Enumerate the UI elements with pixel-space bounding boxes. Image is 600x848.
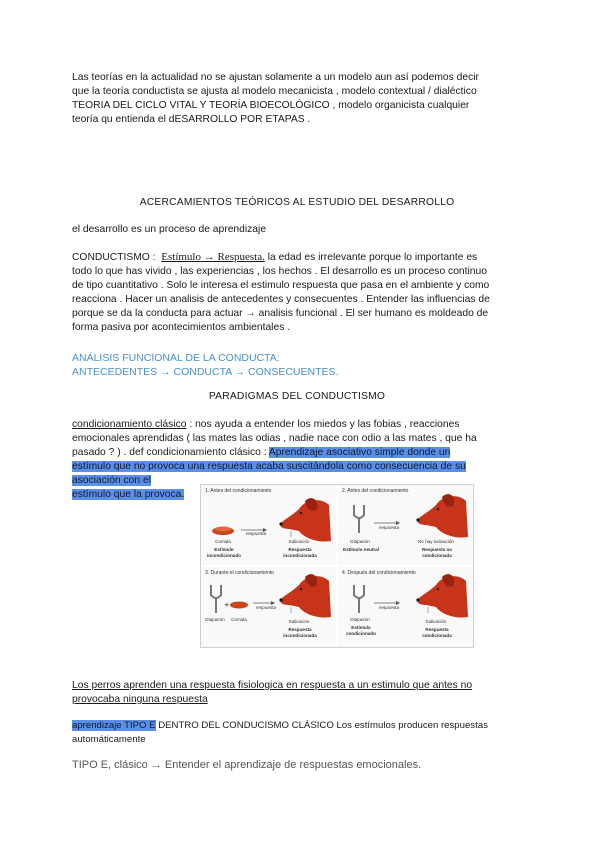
response-item-label: Salivación	[425, 619, 447, 624]
clasico-line	[72, 418, 522, 432]
analisis-title: ANÁLISIS FUNCIONAL DE LA CONDUCTA:	[72, 352, 280, 364]
stimulus-item-label: Diapasón	[350, 617, 370, 622]
stimulus-response-lead: Estímulo → Respuesta.	[161, 251, 265, 263]
highlighted-definition: Aprendizaje asociativo simple donde un	[268, 447, 451, 458]
conductismo-paragraph	[72, 250, 522, 335]
tipo-e-text: DENTRO DEL CONDUCISMO CLÁSICO Los estímulos producen respuestas	[155, 720, 488, 731]
stimulus-type: Estímulo neutral	[343, 547, 379, 552]
conductismo-line	[72, 250, 522, 265]
figure-panel	[201, 485, 336, 565]
panel-caption: 1. Antes del condicionamiento	[205, 488, 272, 494]
stimulus-item-label: Comida	[215, 539, 231, 544]
highlighted-definition: asociación con el	[72, 475, 151, 486]
subtitle: el desarrollo es un proceso de aprendizaje	[72, 224, 267, 235]
arrow-label: respuesta	[255, 605, 277, 610]
arrow-label: respuesta	[378, 525, 400, 530]
response-label	[412, 547, 462, 558]
tipo-e-line: automáticamente	[72, 734, 146, 745]
response-label	[275, 627, 325, 638]
perros-line: provocaba ninguna respuesta	[72, 694, 208, 705]
response-type: Respuesta no condicionada	[421, 547, 453, 558]
clasico-line	[72, 446, 522, 460]
conductismo-line: todo lo que has vivido , las experiencias , los hechos . El desarrollo es un proceso continuo	[72, 266, 487, 277]
stimulus-item-label: Comida	[231, 617, 247, 622]
section-heading: ACERCAMIENTOS TEÓRICOS AL ESTUDIO DEL DESARROLLO	[139, 197, 455, 208]
conductismo-line: porque se da la conducta para actuar → analisis funcional . El ser humano es moldeado de	[72, 308, 489, 319]
intro-line: TEORIA DEL CICLO VITAL Y TEORÍA BIOECOLÓGICO , modelo organicista cualquier	[72, 100, 470, 111]
clasico-line: emocionales aprendidas ( las mates las odias , nadie nace con odio a las mates , que ha	[72, 433, 477, 444]
response-item-label: Salivación	[288, 539, 310, 544]
response-label	[412, 627, 462, 638]
figure-panel	[201, 567, 336, 647]
intro-line: que la teoría conductista se ajusta al modelo mecanicista , modelo contextual / dialéctico	[72, 86, 477, 97]
clasico-text: : nos ayuda a entender los miedos y las fobias , reacciones	[186, 419, 460, 430]
panel-caption: 3. Durante el condicionamiento	[205, 570, 274, 576]
analisis-sequence: ANTECEDENTES → CONDUCTA → CONSECUENTES.	[72, 366, 339, 378]
tipo-e-highlight: aprendizaje TIPO E	[72, 720, 156, 731]
arrow-label: respuesta	[378, 605, 400, 610]
response-item-label: Salivación	[288, 619, 310, 624]
intro-paragraph	[72, 71, 522, 127]
arrow-label: respuesta	[245, 531, 267, 536]
response-type: Respuesta incondicionada	[283, 627, 317, 638]
stimulus-label	[203, 547, 245, 558]
clasico-line	[72, 460, 522, 474]
figure-panel	[338, 567, 473, 647]
tipo-e-paragraph	[72, 719, 522, 747]
figure-panel	[338, 485, 473, 565]
conductismo-line: de tipo cuantitativo . Solo le interesa el estimulo respuesta que pasa en el ambiente y como	[72, 280, 490, 291]
stimulus-label	[340, 625, 382, 636]
analisis-funcional	[72, 351, 522, 379]
pavlov-conditioning-figure	[200, 484, 474, 648]
final-note: TIPO E, clásico → Entender el aprendizaje de respuestas emocionales.	[72, 759, 422, 771]
clasico-text: pasado ? ) . def condicionamiento clásico :	[72, 447, 269, 458]
clasico-term: condicionamiento clásico	[72, 419, 187, 430]
conductismo-line: reacciona . Hacer un analisis de antecedentes y consecuentes . Entender las influencias de	[72, 294, 490, 305]
stimulus-item-label: Diapasón	[350, 539, 370, 544]
response-item-label: No hay salivación	[417, 539, 454, 544]
section-heading: PARADIGMAS DEL CONDUCTISMO	[208, 391, 386, 402]
stimulus-item-label: Diapasón	[205, 617, 225, 622]
response-label	[275, 547, 325, 558]
conductismo-label: CONDUCTISMO :	[72, 252, 156, 263]
stimulus-type: Estímulo incondicionado	[207, 547, 241, 558]
conductismo-text: la edad es irrelevante porque lo importante es	[264, 252, 478, 263]
stimulus-type: Estímulo condicionado	[346, 625, 376, 636]
panel-caption: 4. Después del condicionamiento	[342, 570, 416, 576]
stimulus-label	[340, 547, 382, 553]
perros-paragraph	[72, 679, 522, 707]
highlighted-definition: estímulo que no provoca una respuesta acaba suscitándola como consecuencia de su	[72, 461, 466, 472]
perros-line: Los perros aprenden una respuesta fisiologica en respuesta a un estimulo que antes no	[72, 680, 473, 691]
svg-text:+: +	[224, 601, 230, 609]
response-type: Respuesta condicionada	[422, 627, 452, 638]
tipo-e-line	[72, 719, 522, 733]
highlighted-definition: estímulo que la provoca.	[72, 489, 185, 500]
intro-line: Las teorías en la actualidad no se ajustan solamente a un modelo aun así podemos decir	[72, 72, 479, 83]
conductismo-line: forma pasiva por acontecimientos ambientales .	[72, 322, 291, 333]
intro-line: teoría qu entienda el dESARROLLO POR ETAPAS .	[72, 114, 311, 125]
panel-caption: 2. Antes del condicionamiento	[342, 488, 409, 494]
response-type: Respuesta incondicionada	[283, 547, 317, 558]
